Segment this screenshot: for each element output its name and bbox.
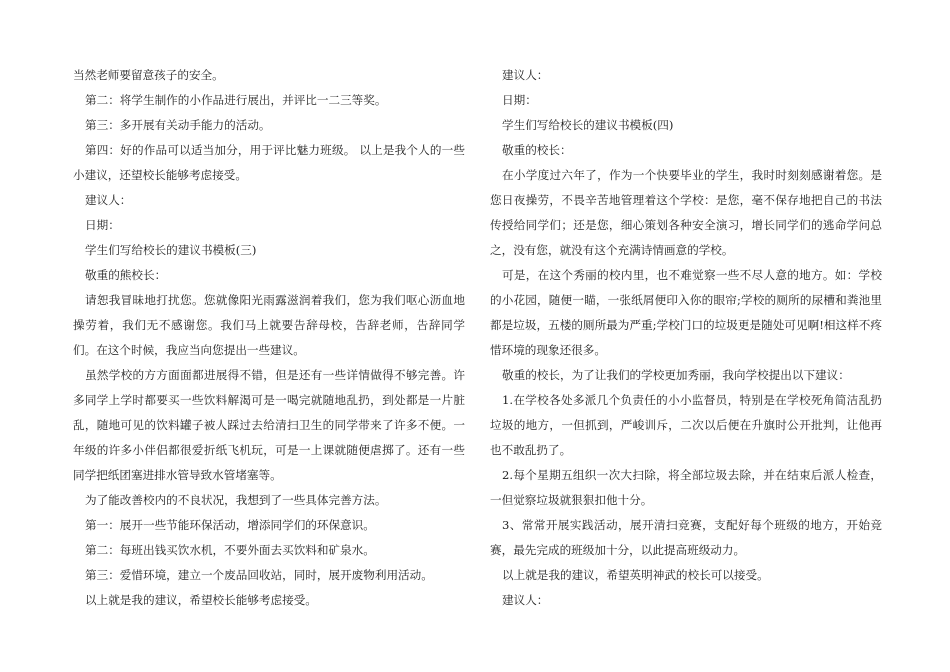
- paragraph: 在小学度过六年了，作为一个快要毕业的学生，我时时刻刻感谢着您。是您日夜操劳，不畏辛苦地管理着这个学校：是您，毫不保存地把自己的书法传授给同学们；还是您，细心策划各种安全演习，增长同学们的逃命学问总之，没有您，就没有这个充满诗情画意的学校。: [490, 168, 882, 257]
- paragraph: 当然老师要留意孩子的安全。: [73, 68, 224, 82]
- paragraph: 学生们写给校长的建议书模板(四): [502, 118, 674, 132]
- paragraph: 为了能改善校内的不良状况，我想到了一些具体完善方法。: [85, 493, 387, 507]
- paragraph: 请恕我冒昧地打扰您。您就像阳光雨露滋润着我们，您为我们呕心沥血地操劳着，我们无不感谢您。我们马上就要告辞母校，告辞老师，告辞同学们。在这个时候，我应当向您提出一些建议。: [73, 293, 465, 357]
- right-column: [490, 63, 882, 613]
- paragraph: 以上就是我的建议，希望英明神武的校长可以接受。: [502, 568, 769, 582]
- paragraph: 1.在学校各处多派几个负责任的小小监督员，特别是在学校死角简洁乱扔垃圾的地方，一但抓到，严峻训斥，二次以后便在升旗时公开批判，让他再也不敢乱扔了。: [490, 393, 882, 457]
- left-column: [73, 63, 465, 613]
- paragraph: 日期：: [85, 218, 120, 232]
- paragraph: 敬重的熊校长：: [85, 268, 167, 282]
- paragraph: 敬重的校长，为了让我们的学校更加秀丽，我向学校提出以下建议：: [502, 368, 850, 382]
- paragraph: 3、常常开展实践活动，展开清扫竞赛，支配好每个班级的地方，开始竞赛，最先完成的班级加十分，以此提高班级动力。: [490, 518, 882, 557]
- paragraph: 第四：好的作品可以适当加分，用于评比魅力班级。 以上是我个人的一些小建议，还望校长能够考虑接受。: [73, 143, 465, 182]
- paragraph: 2.每个星期五组织一次大扫除，将全部垃圾去除，并在结束后派人检查，一但觉察垃圾就狠狠扣他十分。: [490, 468, 882, 507]
- paragraph: 建议人：: [502, 593, 549, 607]
- paragraph: 建议人：: [502, 68, 549, 82]
- paragraph: 建议人：: [85, 193, 132, 207]
- paragraph: 虽然学校的方方面面都进展得不错，但是还有一些详情做得不够完善。许多同学上学时都要买一些饮料解渴可是一喝完就随地乱扔，到处都是一片脏乱，随地可见的饮料罐子被人踩过去给清扫卫生的同学带来了许多不便。一年级的许多小伴侣都很爱折纸飞机玩，可是一上课就随便虐掷了。还有一些同学把纸团塞进排水管导致水管堵塞等。: [73, 368, 465, 482]
- paragraph: 第二：将学生制作的小作品进行展出，并评比一二三等奖。: [85, 93, 387, 107]
- paragraph: 第二：每班出钱买饮水机，不要外面去买饮料和矿泉水。: [85, 543, 375, 557]
- paragraph: 学生们写给校长的建议书模板(三): [85, 243, 257, 257]
- paragraph: 日期：: [502, 93, 537, 107]
- paragraph: 敬重的校长：: [502, 143, 572, 157]
- paragraph: 第三：爱惜环境，建立一个废品回收站，同时，展开废物利用活动。: [85, 568, 433, 582]
- paragraph: 第三：多开展有关动手能力的活动。: [85, 118, 271, 132]
- paragraph: 以上就是我的建议，希望校长能够考虑接受。: [85, 593, 317, 607]
- paragraph: 第一：展开一些节能环保活动，增添同学们的环保意识。: [85, 518, 375, 532]
- paragraph: 可是，在这个秀丽的校内里，也不难觉察一些不尽人意的地方。如：学校的小花园，随便一瞄，一张纸屑便印入你的眼帘;学校的厕所的尿槽和粪池里都是垃圾，五楼的厕所最为严重;学校门口的垃圾更是随处可见啊!相这样不疼惜环境的现象还很多。: [490, 268, 882, 357]
